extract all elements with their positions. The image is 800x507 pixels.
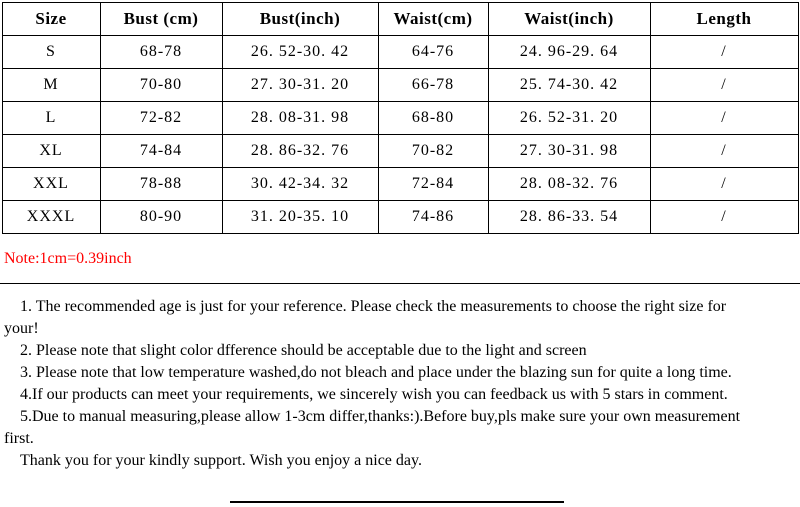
length-cell: / xyxy=(650,168,798,201)
thank-you-line: Thank you for your kindly support. Wish you enjoy a nice day. xyxy=(20,452,422,469)
table-row xyxy=(2,201,798,234)
table-row xyxy=(2,102,798,135)
header-size: Size xyxy=(2,3,100,36)
bottom-partial-border xyxy=(230,501,564,503)
bust-inch-cell: 28. 86-32. 76 xyxy=(222,135,378,168)
length-cell: / xyxy=(650,36,798,69)
length-cell: / xyxy=(650,201,798,234)
waist-cm-cell: 70-82 xyxy=(378,135,488,168)
waist-inch-cell: 24. 96-29. 64 xyxy=(488,36,650,69)
table-row xyxy=(2,168,798,201)
note-line: 3. Please note that low temperature washed,do not bleach and place under the blazing sun for quite a long time. xyxy=(20,364,732,381)
waist-cm-cell: 66-78 xyxy=(378,69,488,102)
size-cell: XXL xyxy=(2,168,100,201)
unit-conversion-note xyxy=(0,234,800,284)
length-cell: / xyxy=(650,102,798,135)
size-cell: XXXL xyxy=(2,201,100,234)
header-waist-inch: Waist(inch) xyxy=(488,3,650,36)
size-cell: XL xyxy=(2,135,100,168)
size-cell: S xyxy=(2,36,100,69)
bust-inch-cell: 30. 42-34. 32 xyxy=(222,168,378,201)
note-line: 1. The recommended age is just for your reference. Please check the measurements to choose the right size for xyxy=(20,298,727,315)
size-cell: M xyxy=(2,69,100,102)
header-bust-cm: Bust (cm) xyxy=(100,3,222,36)
note-line: 2. Please note that slight color dfference should be acceptable due to the light and screen xyxy=(20,342,587,359)
waist-inch-cell: 25. 74-30. 42 xyxy=(488,69,650,102)
bust-cm-cell: 74-84 xyxy=(100,135,222,168)
waist-cm-cell: 72-84 xyxy=(378,168,488,201)
table-header-row xyxy=(2,3,798,36)
length-cell: / xyxy=(650,135,798,168)
bust-cm-cell: 68-78 xyxy=(100,36,222,69)
waist-cm-cell: 68-80 xyxy=(378,102,488,135)
length-cell: / xyxy=(650,69,798,102)
bust-inch-cell: 27. 30-31. 20 xyxy=(222,69,378,102)
unit-conversion-note-text: Note:1cm=0.39inch xyxy=(4,249,132,267)
note-line: 5.Due to manual measuring,please allow 1-3cm differ,thanks:).Before buy,pls make sure your own measurement xyxy=(20,408,741,425)
waist-inch-cell: 26. 52-31. 20 xyxy=(488,102,650,135)
bust-inch-cell: 26. 52-30. 42 xyxy=(222,36,378,69)
waist-cm-cell: 74-86 xyxy=(378,201,488,234)
size-cell: L xyxy=(2,102,100,135)
bust-cm-cell: 70-80 xyxy=(100,69,222,102)
bust-inch-cell: 31. 20-35. 10 xyxy=(222,201,378,234)
size-chart-table xyxy=(2,2,799,234)
waist-inch-cell: 27. 30-31. 98 xyxy=(488,135,650,168)
note-line-continuation: first. xyxy=(4,430,34,447)
notes-section xyxy=(0,284,800,472)
header-length: Length xyxy=(650,3,798,36)
bust-inch-cell: 28. 08-31. 98 xyxy=(222,102,378,135)
header-bust-inch: Bust(inch) xyxy=(222,3,378,36)
bust-cm-cell: 72-82 xyxy=(100,102,222,135)
waist-inch-cell: 28. 08-32. 76 xyxy=(488,168,650,201)
note-line-continuation: your! xyxy=(4,320,39,337)
table-row xyxy=(2,36,798,69)
table-row xyxy=(2,69,798,102)
table-row xyxy=(2,135,798,168)
waist-cm-cell: 64-76 xyxy=(378,36,488,69)
bust-cm-cell: 80-90 xyxy=(100,201,222,234)
note-line: 4.If our products can meet your requirements, we sincerely wish you can feedback us with 5 stars in comment. xyxy=(20,386,728,403)
bust-cm-cell: 78-88 xyxy=(100,168,222,201)
waist-inch-cell: 28. 86-33. 54 xyxy=(488,201,650,234)
header-waist-cm: Waist(cm) xyxy=(378,3,488,36)
